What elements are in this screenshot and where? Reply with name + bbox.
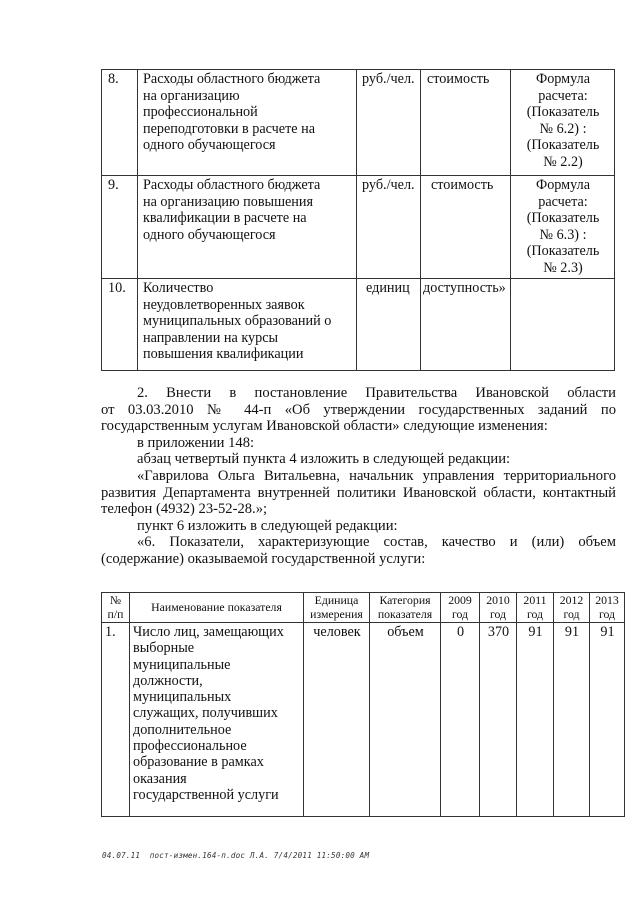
document-footer: 04.07.11 пост-измен.164-п.doc Л.А. 7/4/2011 11:50:00 AM	[102, 851, 370, 860]
header-year-2010	[480, 593, 517, 623]
text-line: в приложении 148:	[137, 434, 255, 451]
text-line: повышения квалификации	[143, 346, 304, 363]
text-line: год	[563, 606, 580, 621]
text-line: образование в рамках	[133, 754, 264, 771]
service-indicators-table	[101, 592, 625, 817]
text-line: на организацию повышения	[143, 193, 314, 210]
text-line: оказания	[133, 770, 187, 787]
formula	[511, 70, 615, 176]
row-number: 8.	[102, 70, 138, 176]
text-line: год	[598, 606, 616, 621]
value-2013: 91	[590, 623, 625, 817]
text-line: Расходы областного бюджета	[143, 71, 321, 87]
indicator-name	[130, 623, 304, 817]
text-line: пункт 6 изложить в следующей редакции:	[137, 517, 398, 534]
header-name: Наименование показателя	[130, 593, 304, 623]
text-line: показателя	[377, 606, 433, 621]
text-line: переподготовки в расчете на	[143, 120, 316, 137]
text-line: одного обучающегося	[143, 137, 276, 154]
formula	[511, 176, 615, 279]
text-line: Число лиц, замещающих	[133, 624, 284, 640]
text-line: государственным услугам Ивановской области» следующие изменения:	[101, 418, 548, 435]
table-row	[102, 623, 625, 817]
text-line: (содержание) оказываемой государственной услуги:	[101, 550, 426, 567]
text-line: 2011	[523, 593, 547, 608]
row-number: 9.	[102, 176, 138, 279]
text-line: должности,	[133, 672, 203, 689]
text-line: № 2.2)	[543, 153, 583, 170]
indicator-name	[138, 176, 357, 279]
row-number: 10.	[102, 279, 138, 371]
text-line: неудовлетворенных заявок	[143, 296, 305, 313]
text-line: № 6.2) :	[539, 120, 587, 137]
text-line: Расходы областного бюджета	[143, 177, 321, 193]
text-line: № 6.3) :	[539, 226, 587, 243]
text-line: телефон (4932) 23-52-28.»;	[101, 501, 268, 518]
text-line: направлении на курсы	[143, 329, 279, 346]
text-line: муниципальных образований о	[143, 313, 332, 330]
value-2010: 370	[480, 623, 517, 817]
value-2009: 0	[441, 623, 480, 817]
category: стоимость	[421, 176, 511, 279]
text-line: одного обучающегося	[143, 226, 276, 243]
text-line: выборные	[133, 640, 195, 657]
text-line: абзац четвертый пункта 4 изложить в следующей редакции:	[137, 451, 511, 468]
header-unit	[304, 593, 370, 623]
text-line: государственной услуги	[133, 786, 279, 803]
text-line: профессиональное	[133, 738, 247, 755]
text-line: год	[526, 606, 544, 621]
unit: человек	[304, 623, 370, 817]
header-year-2009	[441, 593, 480, 623]
table-header-row	[102, 593, 625, 623]
unit: единиц	[357, 279, 421, 371]
text-line: Формула	[535, 71, 590, 87]
unit: руб./чел.	[357, 176, 421, 279]
text-line: служащих, получивших	[133, 705, 278, 722]
text-line: 2. Внести в постановление Правительства Ивановской области	[137, 385, 616, 401]
text-line: №	[109, 593, 122, 608]
text-line: «Гаврилова Ольга Витальевна, начальник управления территориального	[137, 467, 616, 484]
header-year-2013	[590, 593, 625, 623]
text-line: муниципальных	[133, 689, 232, 706]
text-line: дополнительное	[133, 721, 232, 738]
text-line: квалификации в расчете на	[143, 210, 307, 227]
header-year-2012	[554, 593, 590, 623]
text-line: 2010	[486, 593, 510, 608]
header-number	[102, 593, 130, 623]
text-line: развития Департамента внутренней политики Ивановской области, контактный	[101, 484, 616, 501]
text-line: от 03.03.2010 № 44-п «Об утверждении государственных заданий по	[101, 401, 616, 418]
text-line: 2009	[448, 593, 472, 608]
row-number: 1.	[102, 623, 130, 817]
text-line: год	[489, 606, 507, 621]
text-line: № 2.3)	[543, 259, 583, 276]
text-line: профессиональной	[143, 104, 258, 121]
header-year-2011	[517, 593, 554, 623]
text-line: измерения	[310, 606, 363, 621]
table-row	[102, 279, 615, 371]
indicators-table-continued	[101, 69, 615, 371]
value-2011: 91	[517, 623, 554, 817]
text-line: п/п	[107, 606, 124, 621]
text-line: (Показатель	[526, 210, 600, 227]
table-row	[102, 70, 615, 176]
text-line: Количество	[143, 280, 214, 296]
indicator-name	[138, 70, 357, 176]
header-category	[370, 593, 441, 623]
text-line: Единица	[314, 593, 359, 608]
indicator-name	[138, 279, 357, 371]
unit: руб./чел.	[357, 70, 421, 176]
category: стоимость	[421, 70, 511, 176]
category: доступность»	[421, 279, 511, 371]
text-line: расчета:	[538, 193, 588, 210]
formula	[511, 279, 615, 371]
text-line: год	[451, 606, 469, 621]
text-line: муниципальные	[133, 656, 231, 673]
amendment-paragraph	[101, 385, 616, 568]
category: объем	[370, 623, 441, 817]
text-line: Формула	[535, 177, 590, 193]
table-row	[102, 176, 615, 279]
text-line: (Показатель	[526, 243, 600, 260]
text-line: 2012	[559, 593, 584, 608]
text-line: Категория	[379, 593, 431, 608]
text-line: (Показатель	[526, 137, 600, 154]
text-line: расчета:	[538, 87, 588, 104]
text-line: «6. Показатели, характеризующие состав, качество и (или) объем	[137, 534, 616, 551]
text-line: на организацию	[143, 87, 240, 104]
text-line: (Показатель	[526, 104, 600, 121]
text-line: 2013	[595, 593, 619, 608]
value-2012: 91	[554, 623, 590, 817]
